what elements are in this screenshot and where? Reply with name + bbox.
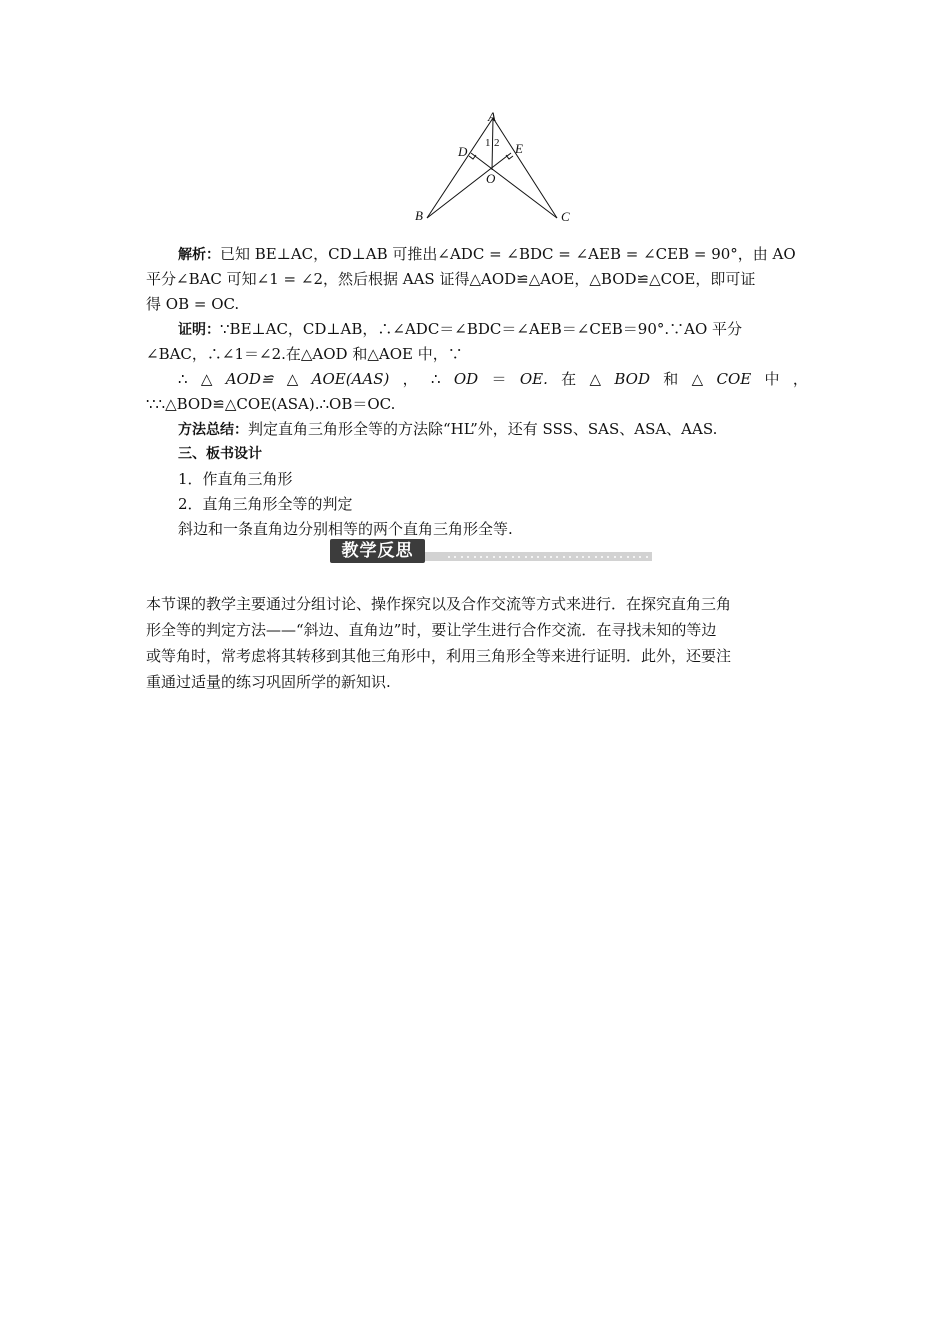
banner-dots [448,552,648,561]
banner-title: 教学反思 [330,539,425,563]
proof-line-1: 证明：∵BE⊥AC，CD⊥AB，∴∠ADC＝∠BDC＝∠AEB＝∠CEB＝90°.∵AO 平分 [178,320,743,338]
board-heading: 三、板书设计 [178,446,262,462]
right-angle-mark-e [506,155,513,159]
angle-label-1: 1 [485,137,491,149]
analysis-line-1: 解析：已知 BE⊥AC，CD⊥AB 可推出∠ADC = ∠BDC = ∠AEB = ∠CEB = 90°，由 AO [178,245,796,263]
proof-line-2: ∠BAC，∴∠1＝∠2.在△AOD 和△AOE 中，∵ [146,345,463,363]
proof-line-4: ∵∴△BOD≌△COE(ASA).∴OB＝OC. [146,395,396,413]
label-e: E [515,141,523,156]
right-angle-mark-d [469,155,476,159]
method-summary: 方法总结：判定直角三角形全等的方法除“HL”外，还有 SSS、SAS、ASA、AAS. [178,420,718,438]
segment-ab [427,118,493,218]
analysis-line-3: 得 OB = OC. [146,295,240,313]
reflection-line-4: 重通过适量的练习巩固所学的新知识. [146,673,391,691]
method-label: 方法总结： [178,422,248,438]
analysis-line-2: 平分∠BAC 可知∠1 = ∠2，然后根据 AAS 证得△AOD≌△AOE，△BOD≌△COE，即可证 [146,270,756,288]
segment-ao [492,118,493,170]
analysis-label: 解析： [178,247,220,263]
label-b: B [415,208,423,223]
board-item-2: 2．直角三角形全等的判定 [178,495,353,513]
label-c: C [561,209,570,224]
board-item-3: 斜边和一条直角边分别相等的两个直角三角形全等. [178,520,513,538]
segment-cd [471,153,557,218]
label-o: O [486,171,496,186]
angle-label-2: 2 [494,137,500,149]
reflection-banner [330,539,652,564]
segment-be [427,153,511,218]
reflection-line-1: 本节课的教学主要通过分组讨论、操作探究以及合作交流等方式来进行．在探究直角三角 [146,595,732,613]
label-d: D [458,144,468,159]
segment-ac [493,118,557,218]
proof-line-3: ∴ △ AOD≌ △ AOE(AAS) ， ∴ OD ＝ OE. 在 △ BOD 和 △ COE 中 ， [178,370,808,388]
proof-label: 证明： [178,322,220,338]
label-a: A [488,109,496,124]
geometry-figure [405,108,590,228]
reflection-line-3: 或等角时，常考虑将其转移到其他三角形中，利用三角形全等来进行证明．此外，还要注 [146,647,732,665]
reflection-line-2: 形全等的判定方法——“斜边、直角边”时，要让学生进行合作交流．在寻找未知的等边 [146,621,717,639]
board-item-1: 1．作直角三角形 [178,470,293,488]
